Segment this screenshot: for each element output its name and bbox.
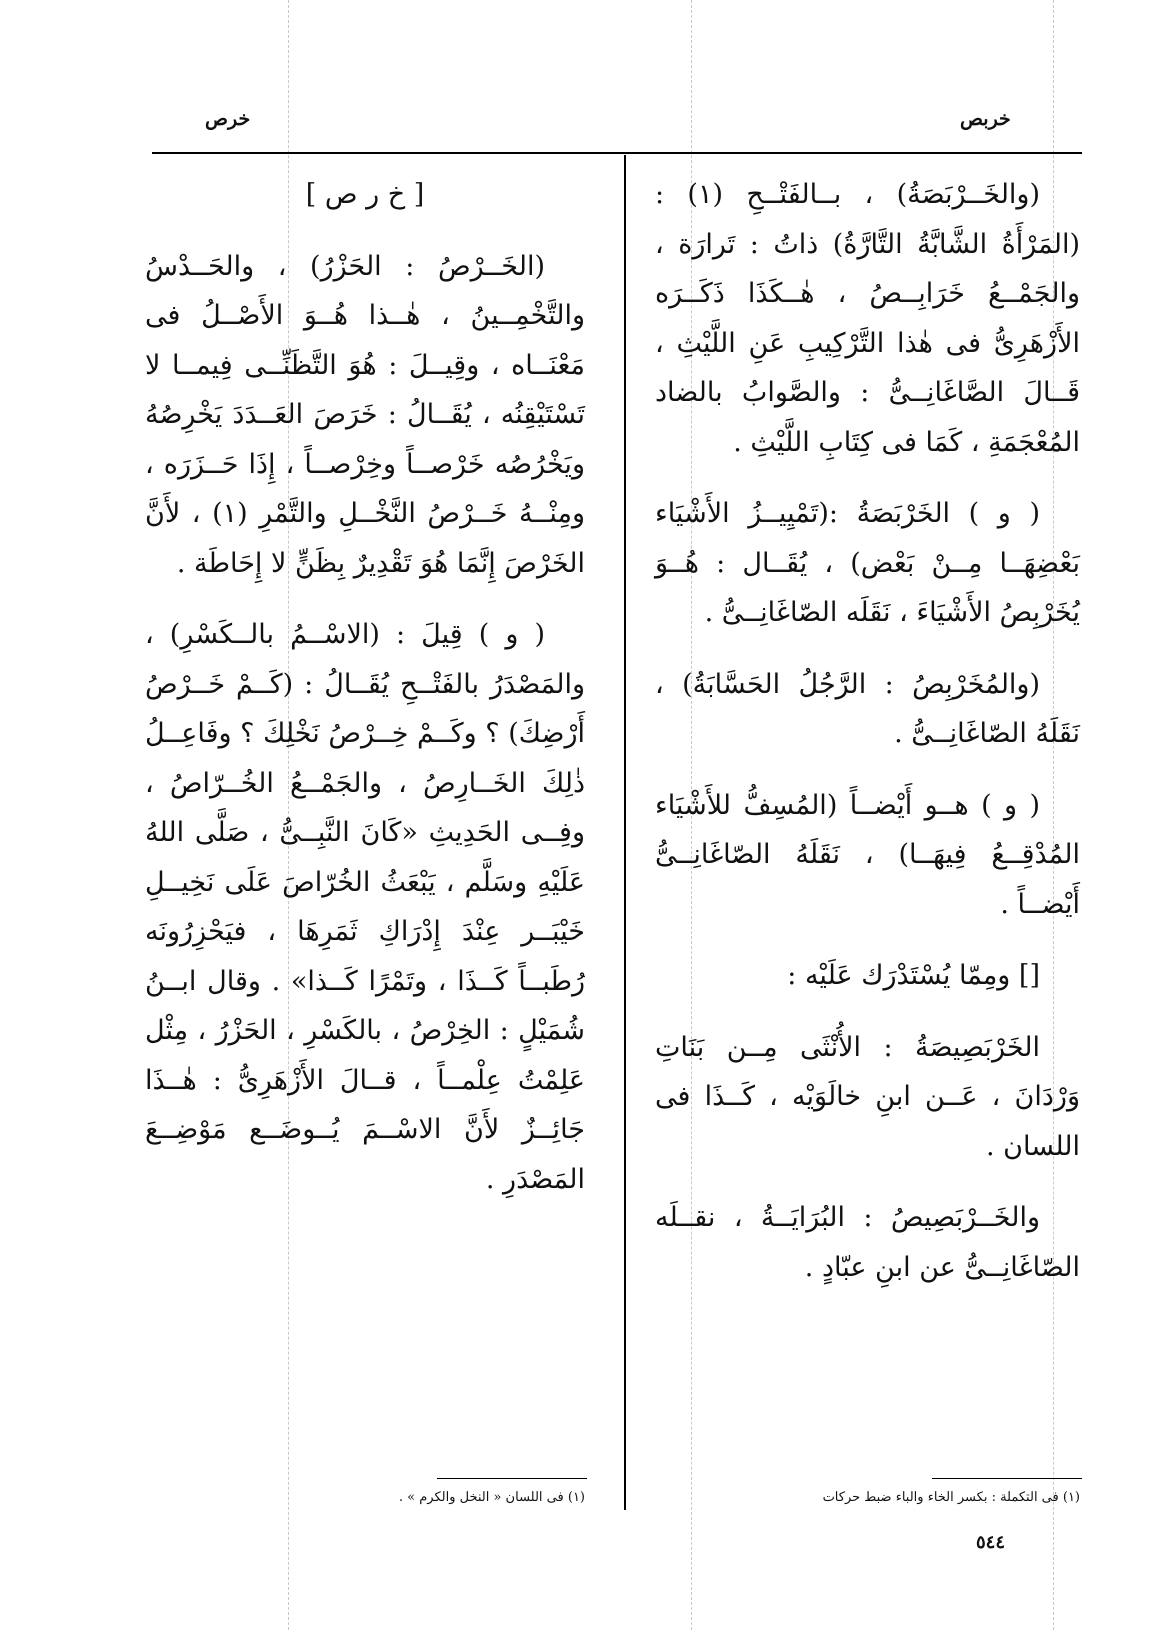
page-number: ٥٤٤ bbox=[976, 1532, 1006, 1553]
entry-paragraph: (والخَــرْبَصَةُ) ، بــالفَتْــحِ (١) : (المَرْأَةُ الشَّابَّةُ التَّارَّةُ) ذاتُ : تَرارَة ، والجَمْــعُ خَرَابِــصُ ، هٰــكَذَا ذَكَــرَه الأَزْهَرِىُّ فى هٰذا التَّرْكِيبِ عَنِ اللَّيْثِ ، قَــالَ الصَّاغَانِــىُّ : والصَّوابُ بالضاد المُعْجَمَةِ ، كَمَا فى كِتَابِ اللَّيْثِ . bbox=[655, 179, 1080, 458]
entry-paragraph: والخَــرْبَصِيصُ : البُرَايَــةُ ، نقــلَه الصّاغَانِــىُّ عن ابنِ عبّادٍ . bbox=[655, 1202, 1080, 1283]
entry-title: [ خ ر ص ] bbox=[305, 179, 425, 210]
footnote-right: (١) فى التكملة : بكسر الخاء والباء ضبط حركات bbox=[822, 1490, 1080, 1505]
entry-paragraph: ( و ) هــو أَيْضــاً (المُسِفُّ للأَشْيَاء المُدْقِــعُ فِيهَــا) ، نَقَلَهُ الصّاغَانِــىُّ أَيْضــاً . bbox=[655, 789, 1080, 920]
footnote-left: (١) فى اللسان « النخل والكرم » . bbox=[398, 1490, 585, 1505]
footnote-rule bbox=[932, 1478, 1082, 1479]
entry-paragraph: الخَرْبَصِيصَةُ : الأُنْثَى مِــن بَنَاتِ وَرْدَانَ ، عَــن ابنِ خالَوَيْه ، كَــذَا فى اللسان . bbox=[655, 1031, 1080, 1162]
addendum-heading: [] ومِمّا يُسْتَدْرَك عَلَيْه : bbox=[787, 960, 1040, 991]
entry-paragraph: (والمُخَرْبِصُ : الرَّجُلُ الحَسَّابَةُ) ، نَقَلَهُ الصّاغَانِــىُّ . bbox=[655, 668, 1080, 749]
entry-paragraph: ( و ) قِيلَ : (الاسْــمُ بالــكَسْرِ) ، والمَصْدَرُ بالفَتْــحِ يُقَــالُ : (كَــمْ خَــرْصُ أَرْضِكَ) ؟ وكَــمْ خِــرْصُ نَخْلِكَ ؟ وفَاعِــلُ ذٰلِكَ الخَــارِصُ ، والجَمْــعُ الخُــرّاصُ ، وفِــى الحَدِيثِ «كَانَ النَّبِــىُّ ، صَلَّى اللهُ عَلَيْهِ وسَلَّم ، يَبْعَثُ الخُرّاصَ عَلَى نَخِيــلِ خَيْبَــر عِنْدَ إِدْرَاكِ ثَمَرِهَا ، فيَحْزِرُونَه رُطَبــاً كَــذَا ، وتَمْرًا كَــذا» . وقال ابــنُ شُمَيْلٍ : الخِرْصُ ، بالكَسْرِ ، الحَزْرُ ، مِثْل عَلِمْتُ عِلْمــاً ، قــالَ الأَزْهَرِىُّ : هٰــذَا جَائِــزٌ لأَنَّ الاسْــمَ يُــوضَــع مَوْضِــعَ المَصْدَرِ . bbox=[145, 619, 585, 1195]
entry-paragraph: ( و ) الخَرْبَصَةُ :(تَمْيِيــزُ الأَشْيَاء بَعْضِهَــا مِــنْ بَعْض) ، يُقَــال : هُــوَ يُخَرْبِصُ الأَشْيَاءَ ، نَقَلَه الصّاغَانِــىُّ . bbox=[655, 498, 1080, 628]
right-column bbox=[655, 170, 1080, 1314]
column-divider bbox=[624, 155, 626, 1510]
footnote-rule bbox=[437, 1478, 587, 1479]
header-word-left: خرص bbox=[205, 108, 251, 130]
entry-paragraph: (الخَــرْصُ : الحَزْرُ) ، والحَــدْسُ والتَّخْمِــينُ ، هٰــذا هُــوَ الأَصْــلُ فى مَعْنَــاه ، وقِيــلَ : هُوَ التَّظَنِّــى فِيمــا لا تَسْتَيْقِنُه ، يُقَــالُ : خَرَصَ العَــدَدَ يَخْرِصُهُ ويَخْرُصُه خَرْصــاً وخِرْصــاً ، إِذَا حَــزَرَه ، ومِنْــهُ خَــرْصُ النَّخْــلِ والتَّمْرِ (١) ، لأَنَّ الخَرْصَ إِنَّمَا هُوَ تَقْدِيرٌ بِظَنٍّ لا إِحَاطَة . bbox=[145, 250, 585, 579]
header-rule bbox=[152, 152, 1082, 154]
left-column bbox=[145, 170, 585, 1226]
header-word-right: خربص bbox=[960, 108, 1011, 130]
